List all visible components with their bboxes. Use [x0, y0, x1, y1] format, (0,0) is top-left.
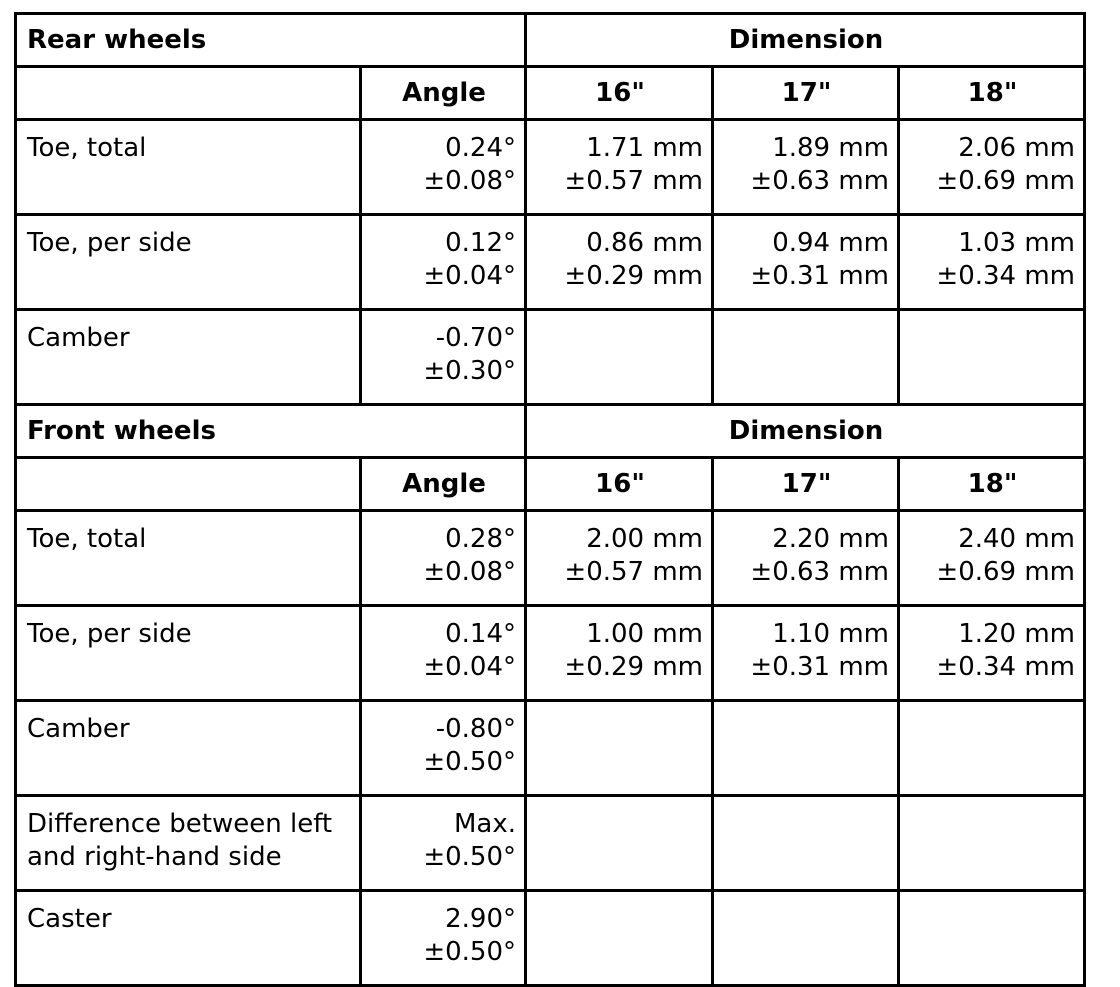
table-row: [16, 891, 1085, 986]
cell-line: ±0.30°: [423, 356, 517, 386]
parameter-label: [16, 215, 361, 310]
size-18-value: [899, 891, 1085, 986]
size-18-value: [899, 606, 1085, 701]
cell-line: 1.71 mm: [586, 133, 704, 163]
cell-line: ±0.50°: [423, 842, 517, 872]
cell-line: ±0.50°: [423, 747, 517, 777]
cell-line: 0.14°: [445, 619, 517, 649]
size-17-value: [713, 120, 899, 215]
cell-line: 0.24°: [445, 133, 517, 163]
size-18-value: [899, 796, 1085, 891]
table-row: [16, 215, 1085, 310]
cell-line: Toe, per side: [27, 619, 192, 649]
table-row: [16, 120, 1085, 215]
size-16-value: [526, 796, 713, 891]
cell-line: ±0.63 mm: [750, 557, 890, 587]
cell-line: 0.28°: [445, 524, 517, 554]
table-row: [16, 310, 1085, 405]
cell-line: 1.20 mm: [958, 619, 1076, 649]
size-17-value: [713, 796, 899, 891]
size-17-value: [713, 310, 899, 405]
cell-line: 2.06 mm: [958, 133, 1076, 163]
parameter-label: [16, 120, 361, 215]
angle-value: [361, 606, 526, 701]
cell-line: ±0.57 mm: [564, 557, 704, 587]
size-18-header: 18": [899, 458, 1085, 511]
angle-value: [361, 891, 526, 986]
cell-line: and right-hand side: [27, 842, 282, 872]
size-16-header: 16": [526, 67, 713, 120]
cell-line: 1.03 mm: [958, 228, 1076, 258]
cell-line: Toe, total: [27, 524, 147, 554]
size-16-value: [526, 891, 713, 986]
cell-line: 1.10 mm: [772, 619, 890, 649]
cell-line: Max.: [453, 809, 517, 839]
cell-line: Camber: [27, 323, 130, 353]
angle-value: [361, 511, 526, 606]
size-17-value: [713, 891, 899, 986]
size-17-header: 17": [713, 67, 899, 120]
table-row: [16, 511, 1085, 606]
cell-line: ±0.34 mm: [936, 261, 1076, 291]
blank-header: [16, 458, 361, 511]
cell-line: ±0.04°: [423, 261, 517, 291]
parameter-label: [16, 511, 361, 606]
table-row: [16, 606, 1085, 701]
size-18-header: 18": [899, 67, 1085, 120]
cell-line: ±0.29 mm: [564, 652, 704, 682]
angle-value: [361, 701, 526, 796]
size-17-value: [713, 511, 899, 606]
cell-line: ±0.50°: [423, 937, 517, 967]
cell-line: ±0.34 mm: [936, 652, 1076, 682]
table-row: [16, 796, 1085, 891]
size-17-value: [713, 215, 899, 310]
parameter-label: [16, 891, 361, 986]
size-18-value: [899, 120, 1085, 215]
cell-line: 0.94 mm: [772, 228, 890, 258]
wheel-alignment-table: [14, 12, 1086, 987]
cell-line: 1.00 mm: [586, 619, 704, 649]
size-16-value: [526, 215, 713, 310]
column-header-row: [16, 67, 1085, 120]
cell-line: 0.12°: [445, 228, 517, 258]
angle-value: [361, 796, 526, 891]
dimension-header: Dimension: [526, 405, 1085, 458]
parameter-label: [16, 796, 361, 891]
section-title: Rear wheels: [16, 14, 526, 67]
size-16-value: [526, 606, 713, 701]
cell-line: Difference between left: [27, 809, 333, 839]
parameter-label: [16, 701, 361, 796]
angle-header: Angle: [361, 67, 526, 120]
cell-line: ±0.31 mm: [750, 261, 890, 291]
cell-line: -0.80°: [435, 714, 517, 744]
cell-line: Toe, total: [27, 133, 147, 163]
size-18-value: [899, 215, 1085, 310]
cell-line: 2.90°: [445, 904, 517, 934]
cell-line: ±0.29 mm: [564, 261, 704, 291]
blank-header: [16, 67, 361, 120]
cell-line: ±0.04°: [423, 652, 517, 682]
angle-value: [361, 215, 526, 310]
cell-line: ±0.69 mm: [936, 557, 1076, 587]
cell-line: ±0.63 mm: [750, 166, 890, 196]
size-16-value: [526, 701, 713, 796]
cell-line: ±0.57 mm: [564, 166, 704, 196]
size-17-header: 17": [713, 458, 899, 511]
cell-line: 2.20 mm: [772, 524, 890, 554]
cell-line: 2.40 mm: [958, 524, 1076, 554]
parameter-label: [16, 310, 361, 405]
dimension-header: Dimension: [526, 14, 1085, 67]
cell-line: Caster: [27, 904, 112, 934]
cell-line: Toe, per side: [27, 228, 192, 258]
column-header-row: [16, 458, 1085, 511]
wheel-alignment-table-body: [16, 14, 1085, 986]
size-17-value: [713, 701, 899, 796]
size-16-value: [526, 120, 713, 215]
section-title: Front wheels: [16, 405, 526, 458]
cell-line: 0.86 mm: [586, 228, 704, 258]
section-header-row: [16, 405, 1085, 458]
angle-value: [361, 310, 526, 405]
parameter-label: [16, 606, 361, 701]
cell-line: ±0.08°: [423, 557, 517, 587]
cell-line: Camber: [27, 714, 130, 744]
size-18-value: [899, 701, 1085, 796]
cell-line: ±0.31 mm: [750, 652, 890, 682]
section-header-row: [16, 14, 1085, 67]
size-18-value: [899, 310, 1085, 405]
size-17-value: [713, 606, 899, 701]
cell-line: 1.89 mm: [772, 133, 890, 163]
cell-line: 2.00 mm: [586, 524, 704, 554]
cell-line: ±0.69 mm: [936, 166, 1076, 196]
size-16-value: [526, 511, 713, 606]
cell-line: ±0.08°: [423, 166, 517, 196]
table-row: [16, 701, 1085, 796]
cell-line: -0.70°: [435, 323, 517, 353]
angle-header: Angle: [361, 458, 526, 511]
size-16-header: 16": [526, 458, 713, 511]
size-18-value: [899, 511, 1085, 606]
angle-value: [361, 120, 526, 215]
size-16-value: [526, 310, 713, 405]
